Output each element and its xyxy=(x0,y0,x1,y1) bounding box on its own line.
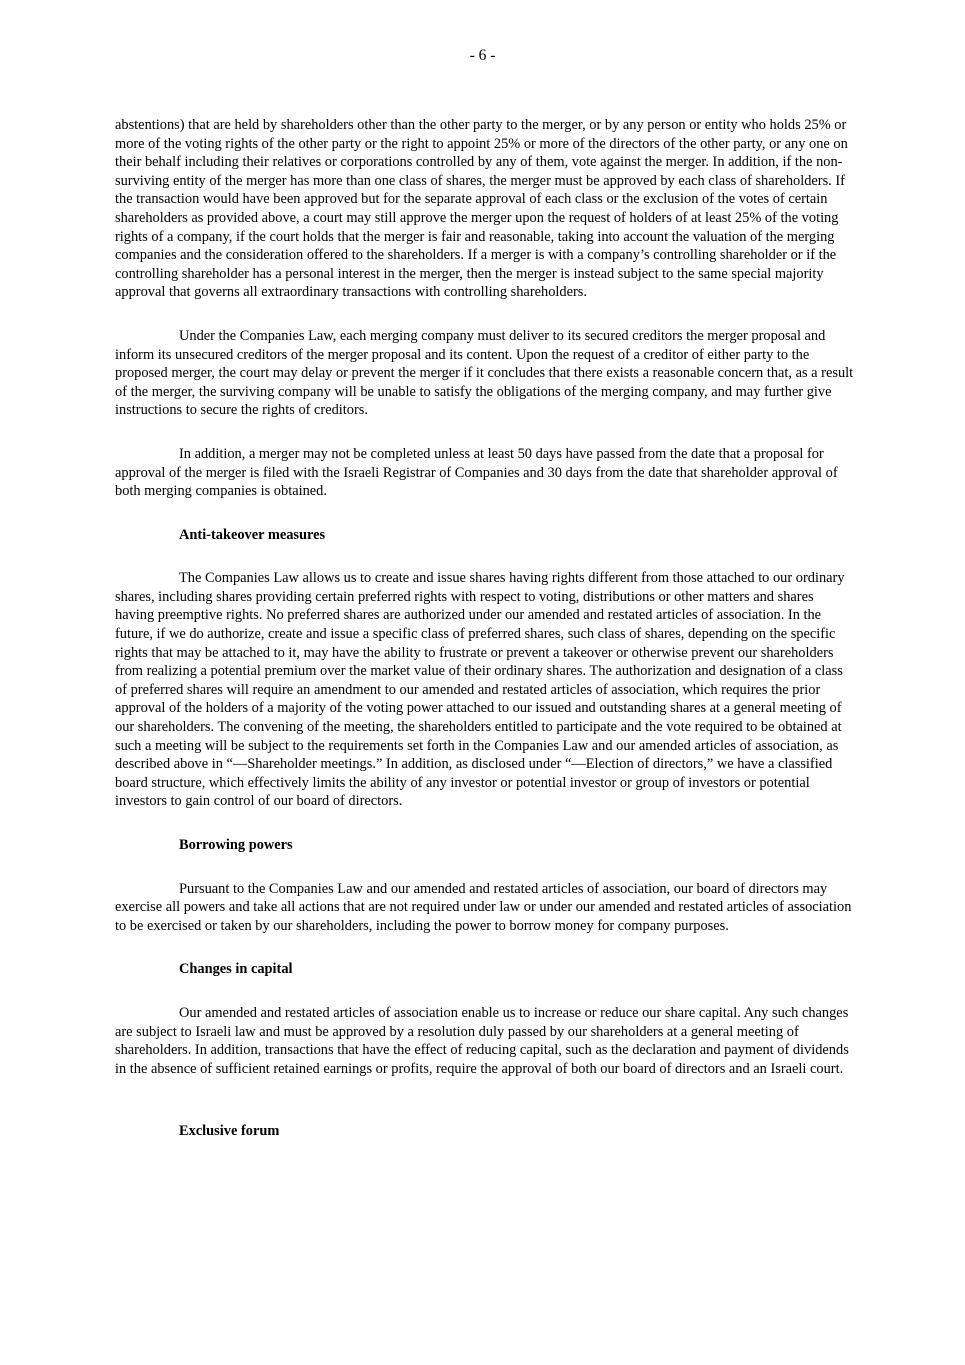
heading-exclusive-forum: Exclusive forum xyxy=(179,1123,280,1140)
heading-anti-takeover: Anti-takeover measures xyxy=(179,526,326,543)
paragraph-merger-approval: abstentions) that are held by shareholders other than the other party to the merger, or by any person or entity who holds 25% or more of the voting rights of the other party or the right to appoint 25% or more of the directors of the other party, or any one on their behalf including their relatives or corporations controlled by any of them, vote against the merger. In addition, if the non-surviving entity of the merger has more than one class of shares, the merger must be approved by each class of shareholders. If the transaction would have been approved but for the separate approval of each class or the exclusion of the votes of certain shareholders as provided above, a court may still approve the merger upon the request of holders of at least 25% of the voting rights of a company, if the court holds that the merger is fair and reasonable, taking into account the valuation of the merging companies and the consideration offered to the shareholders. If a merger is with a company’s controlling shareholder or if the controlling shareholder has a personal interest in the merger, then the merger is instead subject to the same special majority approval that governs all extraordinary transactions with controlling shareholders. xyxy=(115,117,848,301)
paragraph-changes-in-capital: Our amended and restated articles of association enable us to increase or reduce our share capital. Any such changes are subject to Israeli law and must be approved by a resolution duly passed by our shareholders at a general meeting of shareholders. In addition, transactions that have the effect of reducing capital, such as the declaration and payment of dividends in the absence of sufficient retained earnings or profits, require the approval of both our board of directors and an Israeli court. xyxy=(115,1004,849,1077)
paragraph-creditors: Under the Companies Law, each merging company must deliver to its secured creditors the merger proposal and inform its unsecured creditors of the merger proposal and its content. Upon the request of a creditor of either party to the proposed merger, the court may delay or prevent the merger if it concludes that there exists a reasonable concern that, as a result of the merger, the surviving company will be unable to satisfy the obligations of the merging company, and may further give instructions to secure the rights of creditors. xyxy=(115,327,854,419)
paragraph-merger-timing: In addition, a merger may not be completed unless at least 50 days have passed from the date that a proposal for approval of the merger is filed with the Israeli Registrar of Companies and 30 days from the date that shareholder approval of both merging companies is obtained. xyxy=(115,445,838,500)
paragraph-anti-takeover: The Companies Law allows us to create and issue shares having rights different from those attached to our ordinary shares, including shares providing certain preferred rights with respect to voting, distributions or other matters and shares having preemptive rights. No preferred shares are authorized under our amended and restated articles of association. In the future, if we do authorize, create and issue a specific class of preferred shares, such class of shares, depending on the specific rights that may be attached to it, may have the ability to frustrate or prevent a takeover or otherwise prevent our shareholders from realizing a potential premium over the market value of their ordinary shares. The authorization and designation of a class of preferred shares will require an amendment to our amended and restated articles of association, which requires the prior approval of the holders of a majority of the voting power attached to our issued and outstanding shares at a general meeting of our shareholders. The convening of the meeting, the shareholders entitled to participate and the vote required to be obtained at such a meeting will be subject to the requirements set forth in the Companies Law and our amended articles of association, as described above in “—Shareholder meetings.” In addition, as disclosed under “—Election of directors,” we have a classified board structure, which effectively limits the ability of any investor or potential investor or group of investors or potential investors to gain control of our board of directors. xyxy=(115,570,845,810)
heading-borrowing-powers: Borrowing powers xyxy=(179,837,293,853)
page-number: - 6 - xyxy=(469,47,496,64)
paragraph-borrowing-powers: Pursuant to the Companies Law and our amended and restated articles of association, our board of directors may exercise all powers and take all actions that are not required under law or under our amended and restated articles of association to be exercised or taken by our shareholders, including the power to borrow money for company purposes. xyxy=(115,880,852,934)
heading-changes-in-capital: Changes in capital xyxy=(179,961,293,978)
document-body xyxy=(115,116,855,1141)
